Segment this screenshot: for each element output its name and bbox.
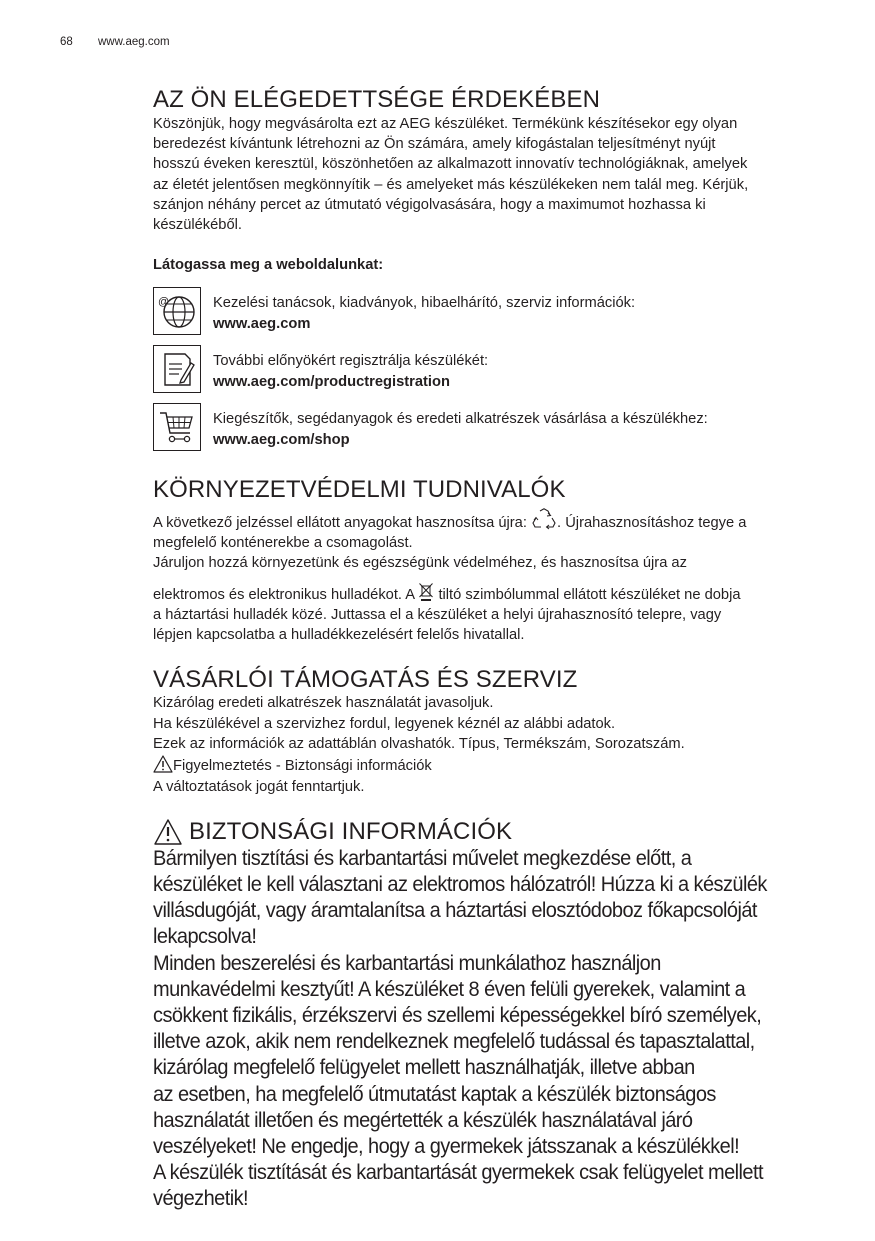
safety-line: az esetben, ha megfelelő útmutatást kaptak a készülék biztonságos xyxy=(153,1081,716,1106)
env-text: . Újrahasznosításhoz tegye a xyxy=(557,514,747,531)
safety-paragraph xyxy=(153,845,832,1212)
safety-line: Bármilyen tisztítási és karbantartási művelet megkezdése előtt, a xyxy=(153,845,692,870)
link-description: Kezelési tanácsok, kiadványok, hibaelhárító, szerviz információk: xyxy=(213,295,636,311)
link-row-registration xyxy=(153,345,843,395)
support-section xyxy=(153,666,853,798)
environment-title: KÖRNYEZETVÉDELMI TUDNIVALÓK xyxy=(153,476,566,503)
env-text: megfelelő konténerekbe a csomagolást. xyxy=(153,535,413,552)
safety-line: veszélyeket! Ne engedje, hogy a gyermekek játsszanak a készülékkel! xyxy=(153,1134,740,1159)
safety-line: illetve azok, akik nem rendelkeznek megfelelő tudással és tapasztalattal, xyxy=(153,1029,755,1054)
visit-label: Látogassa meg a weboldalunkat: xyxy=(153,257,384,273)
support-text: Kizárólag eredeti alkatrészek használatát javasoljuk. xyxy=(153,694,494,711)
env-text: lépjen kapcsolatba a hulladékkezelésért felelős hivatallal. xyxy=(153,627,525,644)
link-url-web[interactable]: www.aeg.com xyxy=(213,315,311,332)
safety-line: használatát illetően és megértették a készülék használatával járó xyxy=(153,1107,693,1132)
intro-line: szánjon néhány percet az útmutató végigolvasására, hogy a maximumot hozhassa ki xyxy=(153,196,706,213)
visit-label-wrap xyxy=(153,255,833,275)
safety-line: kizárólag megfelelő felügyelet mellett használhatják, illetve abban xyxy=(153,1055,695,1080)
link-url-registration[interactable]: www.aeg.com/productregistration xyxy=(213,373,450,390)
safety-title: BIZTONSÁGI INFORMÁCIÓK xyxy=(189,818,513,845)
safety-section xyxy=(153,818,853,1212)
support-title: VÁSÁRLÓI TÁMOGATÁS ÉS SZERVIZ xyxy=(153,666,578,693)
link-url-shop[interactable]: www.aeg.com/shop xyxy=(213,431,350,448)
recycle-icon xyxy=(531,508,557,530)
intro-line: az életét jelentősen megkönnyítik – és amelyeket más készülékeken nem talál meg. Kérjük, xyxy=(153,176,749,193)
intro-section xyxy=(153,86,833,236)
intro-title: AZ ÖN ELÉGEDETTSÉGE ÉRDEKÉBEN xyxy=(153,86,601,113)
intro-line: készülékéből. xyxy=(153,217,242,234)
svg-text:@: @ xyxy=(158,296,170,308)
safety-line: csökkent fizikális, érzékszervi és szellemi képességekkel bíró személyek, xyxy=(153,1003,762,1028)
support-text: A változtatások jogát fenntartjuk. xyxy=(153,778,365,795)
support-text: Figyelmeztetés - Biztonsági információk xyxy=(173,758,432,775)
env-text: tiltó szimbólummal ellátott készüléket ne dobja xyxy=(438,586,741,603)
env-text: Járuljon hozzá környezetünk és egészségünk védelméhez, és hasznosítsa újra az xyxy=(153,555,687,572)
crossed-bin-icon xyxy=(418,582,434,602)
link-row-shop xyxy=(153,403,843,453)
safety-line: munkavédelmi kesztyűt! A készüléket 8 éven felüli gyerekek, valamint a xyxy=(153,976,746,1001)
support-text: Ha készülékével a szervizhez fordul, legyenek kéznél az alábbi adatok. xyxy=(153,715,616,732)
env-text: a háztartási hulladék közé. Juttassa el a készüléket a helyi újrahasznosító telepre, vagy xyxy=(153,606,722,623)
link-description: Kiegészítők, segédanyagok és eredeti alkatrészek vásárlása a készülékhez: xyxy=(213,411,708,427)
support-text: Ezek az információk az adattáblán olvashatók. Típus, Termékszám, Sorozatszám. xyxy=(153,736,685,753)
warning-icon xyxy=(153,818,183,846)
warning-icon xyxy=(153,755,173,773)
intro-paragraph xyxy=(153,114,833,236)
env-text: elektromos és elektronikus hulladékot. A xyxy=(153,586,415,603)
web-globe-icon xyxy=(153,287,201,335)
env-text: A következő jelzéssel ellátott anyagokat hasznosítsa újra: xyxy=(153,514,527,531)
shopping-cart-icon xyxy=(153,403,201,451)
page-header xyxy=(60,36,170,48)
safety-line: villásdugóját, vagy áramtalanítsa a háztartási elosztódoboz főkapcsolóját xyxy=(153,898,757,923)
safety-line: végezhetik! xyxy=(153,1186,249,1211)
header-site-url: www.aeg.com xyxy=(98,36,170,48)
intro-line: beredezést kívántunk létrehozni az Ön számára, amely kifogástalan teljesítményt nyújt xyxy=(153,136,716,153)
environment-section xyxy=(153,476,853,646)
link-row-web xyxy=(153,287,843,337)
intro-line: Köszönjük, hogy megvásárolta ezt az AEG készüléket. Termékünk készítésekor egy olyan xyxy=(153,115,738,132)
safety-line: lekapcsolva! xyxy=(153,924,257,949)
page-number: 68 xyxy=(60,36,73,48)
safety-line: Minden beszerelési és karbantartási munkálathoz használjon xyxy=(153,950,661,975)
safety-line: A készülék tisztítását és karbantartását gyermekek csak felügyelet mellett xyxy=(153,1160,763,1185)
intro-line: hosszú éveken keresztül, köszönhetően az alkalmazott innovatív technológiáknak, amelyek xyxy=(153,156,748,173)
safety-line: készüléket le kell választani az elektromos hálózatról! Húzza ki a készülék xyxy=(153,872,767,896)
link-description: További előnyökért regisztrálja készülékét: xyxy=(213,353,489,369)
registration-form-icon xyxy=(153,345,201,393)
